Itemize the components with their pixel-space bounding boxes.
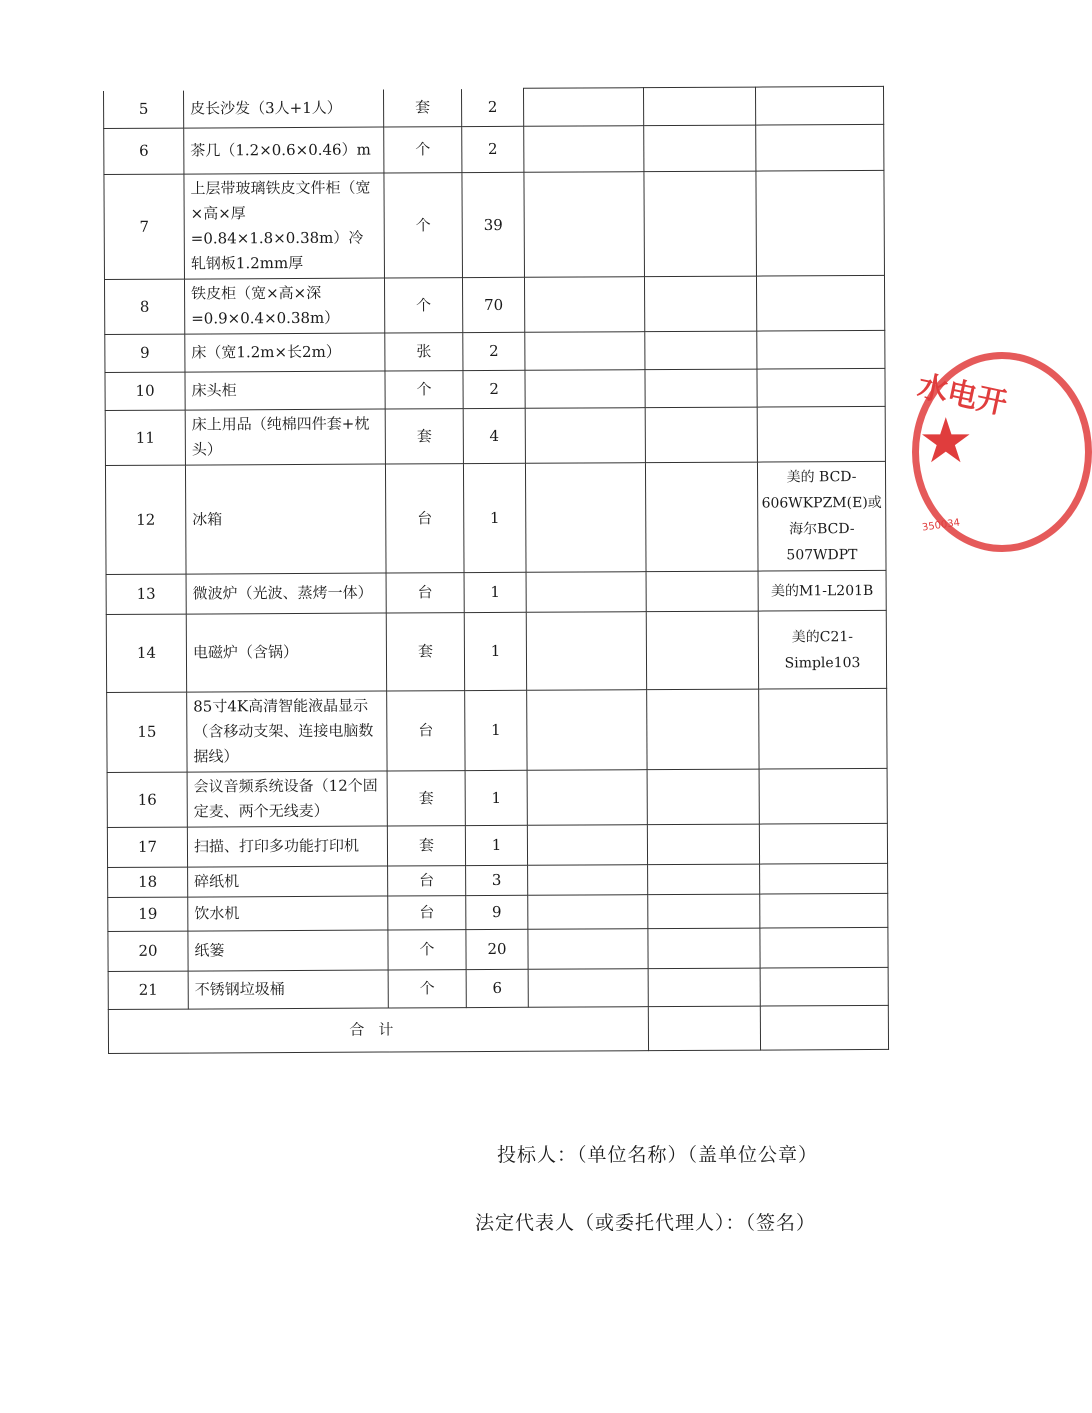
bidder-signature-line: 投标人：（单位名称）（盖单位公章）: [497, 1144, 819, 1166]
item-quantity: 1: [464, 572, 526, 612]
item-note: 美的 BCD-606WKPZM(E)或海尔BCD-507WDPT: [757, 461, 886, 571]
item-note: [757, 368, 885, 407]
item-note: [757, 406, 885, 462]
unit-price-cell: [525, 370, 645, 409]
item-unit: 套: [383, 89, 461, 127]
row-number: 16: [107, 772, 187, 827]
unit-price-cell: [524, 277, 644, 333]
item-unit: 套: [387, 771, 465, 826]
item-note: [760, 863, 888, 894]
table-row: [104, 170, 885, 279]
item-unit: 套: [385, 409, 463, 464]
total-price-cell: [646, 611, 758, 690]
total-price-cell: [648, 1006, 760, 1051]
table-row: [108, 927, 888, 971]
row-number: 11: [105, 410, 185, 465]
total-label: 合计: [349, 1020, 408, 1039]
item-unit: 个: [388, 930, 466, 970]
item-note: [756, 275, 884, 331]
table-row: [104, 124, 884, 174]
total-price-cell: [644, 171, 757, 277]
unit-price-cell: [526, 612, 646, 691]
item-unit: 台: [388, 866, 466, 896]
item-name: 纸篓: [188, 930, 388, 971]
seal-star-icon: ★: [918, 404, 974, 477]
item-quantity: 39: [462, 172, 525, 277]
item-quantity: 3: [466, 865, 528, 895]
item-name: 电磁炉（含锅）: [186, 613, 386, 692]
item-note: [756, 170, 885, 276]
item-name: 皮长沙发（3人+1人）: [184, 89, 384, 128]
item-note: [760, 893, 888, 928]
unit-price-cell: [527, 770, 647, 826]
equipment-table-wrapper: [103, 86, 888, 1054]
item-name: 扫描、打印多功能打印机: [187, 826, 387, 867]
item-note: [760, 967, 888, 1006]
total-price-cell: [643, 87, 755, 126]
unit-price-cell: [528, 865, 648, 896]
total-price-cell: [648, 864, 760, 895]
total-note-cell: [760, 1005, 888, 1050]
equipment-table: [103, 86, 889, 1054]
seal-number: 350034: [921, 517, 961, 534]
table-row: [108, 893, 888, 931]
item-unit: 台: [386, 573, 464, 613]
total-price-cell: [648, 894, 760, 929]
total-price-cell: [645, 369, 757, 408]
total-price-cell: [645, 462, 758, 572]
item-quantity: 20: [466, 929, 528, 969]
item-quantity: 2: [462, 126, 524, 172]
row-number: 15: [107, 692, 187, 772]
item-name: 不锈钢垃圾桶: [188, 970, 388, 1009]
total-label-cell: [108, 1007, 648, 1054]
total-price-cell: [646, 571, 758, 612]
item-quantity: 2: [463, 332, 525, 370]
item-note: [760, 927, 888, 968]
item-unit: 个: [385, 371, 463, 409]
item-note: 美的C21-Simple103: [758, 610, 886, 689]
row-number: 5: [104, 90, 184, 128]
item-quantity: 6: [466, 969, 528, 1007]
item-name: 饮水机: [188, 896, 388, 931]
row-number: 6: [104, 128, 184, 174]
item-note: [756, 124, 884, 171]
table-row: [108, 967, 888, 1009]
item-quantity: 70: [462, 277, 524, 332]
table-row: [107, 688, 887, 772]
unit-price-cell: [524, 172, 645, 278]
row-number: 10: [105, 372, 185, 410]
item-quantity: 1: [465, 825, 527, 865]
total-price-cell: [644, 125, 756, 172]
item-unit: 台: [385, 464, 464, 573]
item-quantity: 9: [466, 895, 528, 929]
item-quantity: 1: [465, 690, 527, 770]
unit-price-cell: [528, 929, 648, 970]
row-number: 18: [108, 867, 188, 897]
table-row: [106, 570, 886, 614]
unit-price-cell: [524, 126, 644, 173]
total-price-cell: [647, 824, 759, 865]
total-price-cell: [645, 331, 757, 370]
unit-price-cell: [527, 825, 647, 866]
unit-price-cell: [525, 408, 645, 464]
item-name: 铁皮柜（宽×高×深=0.9×0.4×0.38m）: [184, 278, 384, 334]
item-note: [759, 768, 887, 824]
unit-price-cell: [525, 332, 645, 371]
row-number: 20: [108, 931, 188, 971]
seal-text: 水电开: [914, 368, 1010, 422]
item-quantity: 4: [463, 408, 525, 463]
item-unit: 个: [384, 278, 462, 333]
item-quantity: 1: [464, 612, 526, 690]
row-number: 19: [108, 897, 188, 931]
total-price-cell: [647, 689, 759, 770]
total-price-cell: [648, 928, 760, 969]
item-name: 会议音频系统设备（12个固定麦、两个无线麦）: [187, 771, 387, 827]
item-unit: 个: [384, 127, 462, 173]
table-row: [104, 86, 884, 128]
table-row: [107, 768, 887, 827]
row-number: 17: [107, 827, 187, 867]
item-quantity: 1: [465, 770, 527, 825]
table-row: [107, 823, 887, 867]
unit-price-cell: [523, 88, 643, 127]
item-note: [759, 823, 887, 864]
table-row: [105, 406, 885, 465]
item-name: 微波炉（光波、蒸烤一体）: [186, 573, 386, 614]
row-number: 8: [104, 279, 184, 334]
total-row: [108, 1005, 888, 1053]
table-row: [105, 368, 885, 410]
item-unit: 套: [387, 826, 465, 866]
unit-price-cell: [527, 690, 647, 771]
total-price-cell: [648, 968, 760, 1007]
row-number: 13: [106, 574, 186, 614]
total-price-cell: [644, 276, 756, 332]
item-note: [759, 688, 887, 769]
table-row: [108, 863, 888, 897]
item-unit: 台: [387, 691, 465, 771]
item-name: 85寸4K高清智能液晶显示（含移动支架、连接电脑数据线）: [187, 691, 387, 772]
row-number: 14: [106, 614, 186, 692]
row-number: 21: [108, 971, 188, 1009]
item-name: 碎纸机: [188, 866, 388, 897]
row-number: 7: [104, 174, 185, 279]
item-note: [755, 86, 883, 125]
item-unit: 台: [388, 896, 466, 930]
unit-price-cell: [525, 463, 646, 573]
item-name: 冰箱: [185, 464, 386, 574]
item-unit: 个: [388, 970, 466, 1008]
item-name: 床头柜: [185, 371, 385, 410]
table-row: [106, 610, 886, 692]
representative-signature-line: 法定代表人（或委托代理人）：（签名）: [475, 1212, 817, 1234]
item-note: 美的M1-L201B: [758, 570, 886, 611]
table-row: [105, 461, 886, 574]
unit-price-cell: [526, 572, 646, 613]
item-name: 茶几（1.2×0.6×0.46）m: [184, 127, 384, 174]
item-quantity: 2: [463, 370, 525, 408]
item-name: 床上用品（纯棉四件套+枕头）: [185, 409, 385, 465]
row-number: 12: [105, 465, 186, 574]
item-unit: 张: [385, 333, 463, 371]
total-price-cell: [645, 407, 757, 463]
item-note: [757, 330, 885, 369]
table-body: [104, 86, 889, 1009]
unit-price-cell: [528, 969, 648, 1008]
item-name: 上层带玻璃铁皮文件柜（宽×高×厚=0.84×1.8×0.38m）冷轧钢板1.2mm厚: [184, 173, 385, 279]
item-unit: 个: [384, 173, 463, 278]
table-row: [105, 330, 885, 372]
unit-price-cell: [528, 895, 648, 930]
item-unit: 套: [386, 613, 464, 691]
item-name: 床（宽1.2m×长2m）: [185, 333, 385, 372]
item-quantity: 1: [463, 463, 526, 572]
item-quantity: 2: [461, 88, 523, 126]
table-row: [104, 275, 884, 334]
row-number: 9: [105, 334, 185, 372]
total-price-cell: [647, 769, 759, 825]
